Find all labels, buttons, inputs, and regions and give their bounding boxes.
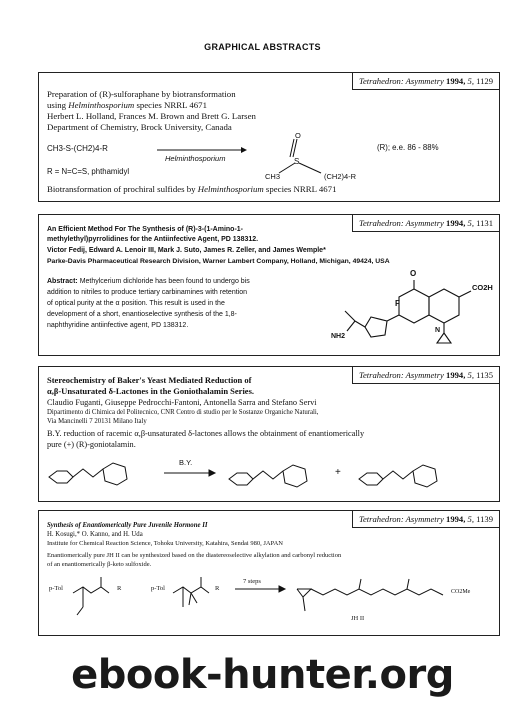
goniothalamin-scheme (39, 449, 499, 499)
jh-ii-scheme (39, 571, 499, 631)
scheme-o: O (295, 131, 301, 140)
affiliation: Department of Chemistry, Brock University, Canada (47, 122, 232, 132)
summary: Biotransformation of prochiral sulfides by Helminthosporium species NRRL 4671 (47, 184, 337, 194)
scheme-reactant: CH3-S-(CH2)4-R (47, 144, 108, 153)
abstract-line-3: of optical purity at the α position. This result is used in the (47, 300, 225, 307)
affiliation-line-2: Via Mancinelli 7 20131 Milano Italy (47, 418, 147, 425)
struct-co2h: CO2H (472, 283, 493, 292)
affiliation-line-1: Dipartimento di Chimica del Politecnico, CNR Centro di studio per le Sostanze Organiche Naturali, (47, 409, 319, 416)
struct-nh2: NH2 (331, 333, 346, 340)
body-line-1: Enantiomerically pure JH II can be synthesized based on the diastereoselective alkylation and carbonyl reduction (47, 552, 342, 559)
scheme-r-definition: R = N=C=S, phthamidyl (47, 167, 130, 176)
scheme-chain: (CH2)4-R (324, 172, 357, 181)
body-line-2: of an enantiomerically β-keto sulfoxide. (47, 561, 152, 568)
journal-reference: Tetrahedron: Asymmetry 1994, 5, 1135 (352, 367, 499, 384)
ptol-1: p-Tol (49, 585, 63, 592)
abstract-line-2: addition to nitriles to produce tertiary carbinamines with retention (47, 289, 247, 296)
abstract-title: Synthesis of Enantiomerically Pure Juvenile Hormone II (47, 522, 208, 529)
authors: Claudio Fuganti, Giuseppe Pedrocchi-Fantoni, Antonella Sarra and Stefano Servi (47, 398, 317, 407)
jh-label: JH II (351, 615, 365, 622)
journal-reference: Tetrahedron: Asymmetry 1994, 5, 1129 (352, 73, 499, 90)
watermark: ebook-hunter.org (71, 652, 454, 698)
scheme-result: (R); e.e. 86 - 88% (377, 143, 439, 152)
abstract-title-line2: methylethyl)pyrrolidines for the Antiinfective Agent, PD 138312. (47, 236, 259, 243)
abstract-title: Stereochemistry of Baker's Yeast Mediated Reduction of (47, 375, 252, 385)
body-line-2: pure (+) (R)-goniotalamin. (47, 440, 136, 449)
abstract-line-5: naphthyridine antiinfective agent, PD 138312. (47, 322, 189, 329)
struct-n: N (435, 327, 441, 334)
scheme-ch3: CH3 (265, 172, 281, 181)
reaction-arrow (157, 147, 247, 153)
abstract-title: Preparation of (R)-sulforaphane by biotransformation (47, 89, 236, 99)
abstract-title-line2: α,β-Unsaturated δ-Lactones in the Goniothalamin Series. (47, 386, 255, 396)
arrow-label: B.Y. (179, 458, 193, 467)
struct-o: O (410, 269, 417, 278)
abstract-line-4: development of a short, enantioselective synthesis of the 1,8- (47, 311, 237, 318)
authors: Herbert L. Holland, Frances M. Brown and Brett G. Larsen (47, 111, 256, 121)
abstract-title: An Efficient Method For The Synthesis of (R)-3-(1-Amino-1- (47, 226, 243, 233)
ptol-2: p-Tol (151, 585, 165, 592)
abstract-title-line2: using Helminthosporium species NRRL 4671 (47, 100, 207, 110)
steps-label: 7 steps (243, 578, 261, 585)
abstract-line-1: Abstract: Methylcerium dichloride has been found to undergo bis (47, 278, 250, 285)
co2me-label: CO2Me (451, 589, 471, 595)
journal-reference: Tetrahedron: Asymmetry 1994, 5, 1131 (352, 215, 499, 232)
page-title: GRAPHICAL ABSTRACTS (204, 42, 321, 52)
authors: Victor Fedij, Edward A. Lenoir III, Mark J. Suto, James R. Zeller, and James Wemple* (47, 247, 326, 254)
abstract-1131 (38, 214, 500, 356)
pd138312-structure (339, 277, 489, 357)
r-label-2: R (215, 585, 220, 592)
body-line-1: B.Y. reduction of racemic α,β-unsaturated δ-lactones allows the obtainment of enantiomerically (47, 429, 365, 438)
r-label-1: R (117, 585, 122, 592)
affiliation: Parke-Davis Pharmaceutical Research Division, Warner Lambert Company, Holland, Michigan, 49424, USA (47, 258, 390, 265)
plus-sign: + (335, 467, 341, 478)
abstract-1139 (38, 510, 500, 636)
struct-f: F (395, 299, 400, 308)
abstract-1129 (38, 72, 500, 202)
scheme-s: S (294, 157, 300, 166)
scheme-agent: Helminthosporium (165, 154, 226, 163)
authors: H. Kosugi,* O. Kanno, and H. Uda (47, 531, 143, 538)
abstract-1135 (38, 366, 500, 502)
affiliation: Institute for Chemical Reaction Science, Tohoku University, Katahira, Sendai 980, JAPAN (47, 540, 283, 547)
journal-reference: Tetrahedron: Asymmetry 1994, 5, 1139 (352, 511, 499, 528)
